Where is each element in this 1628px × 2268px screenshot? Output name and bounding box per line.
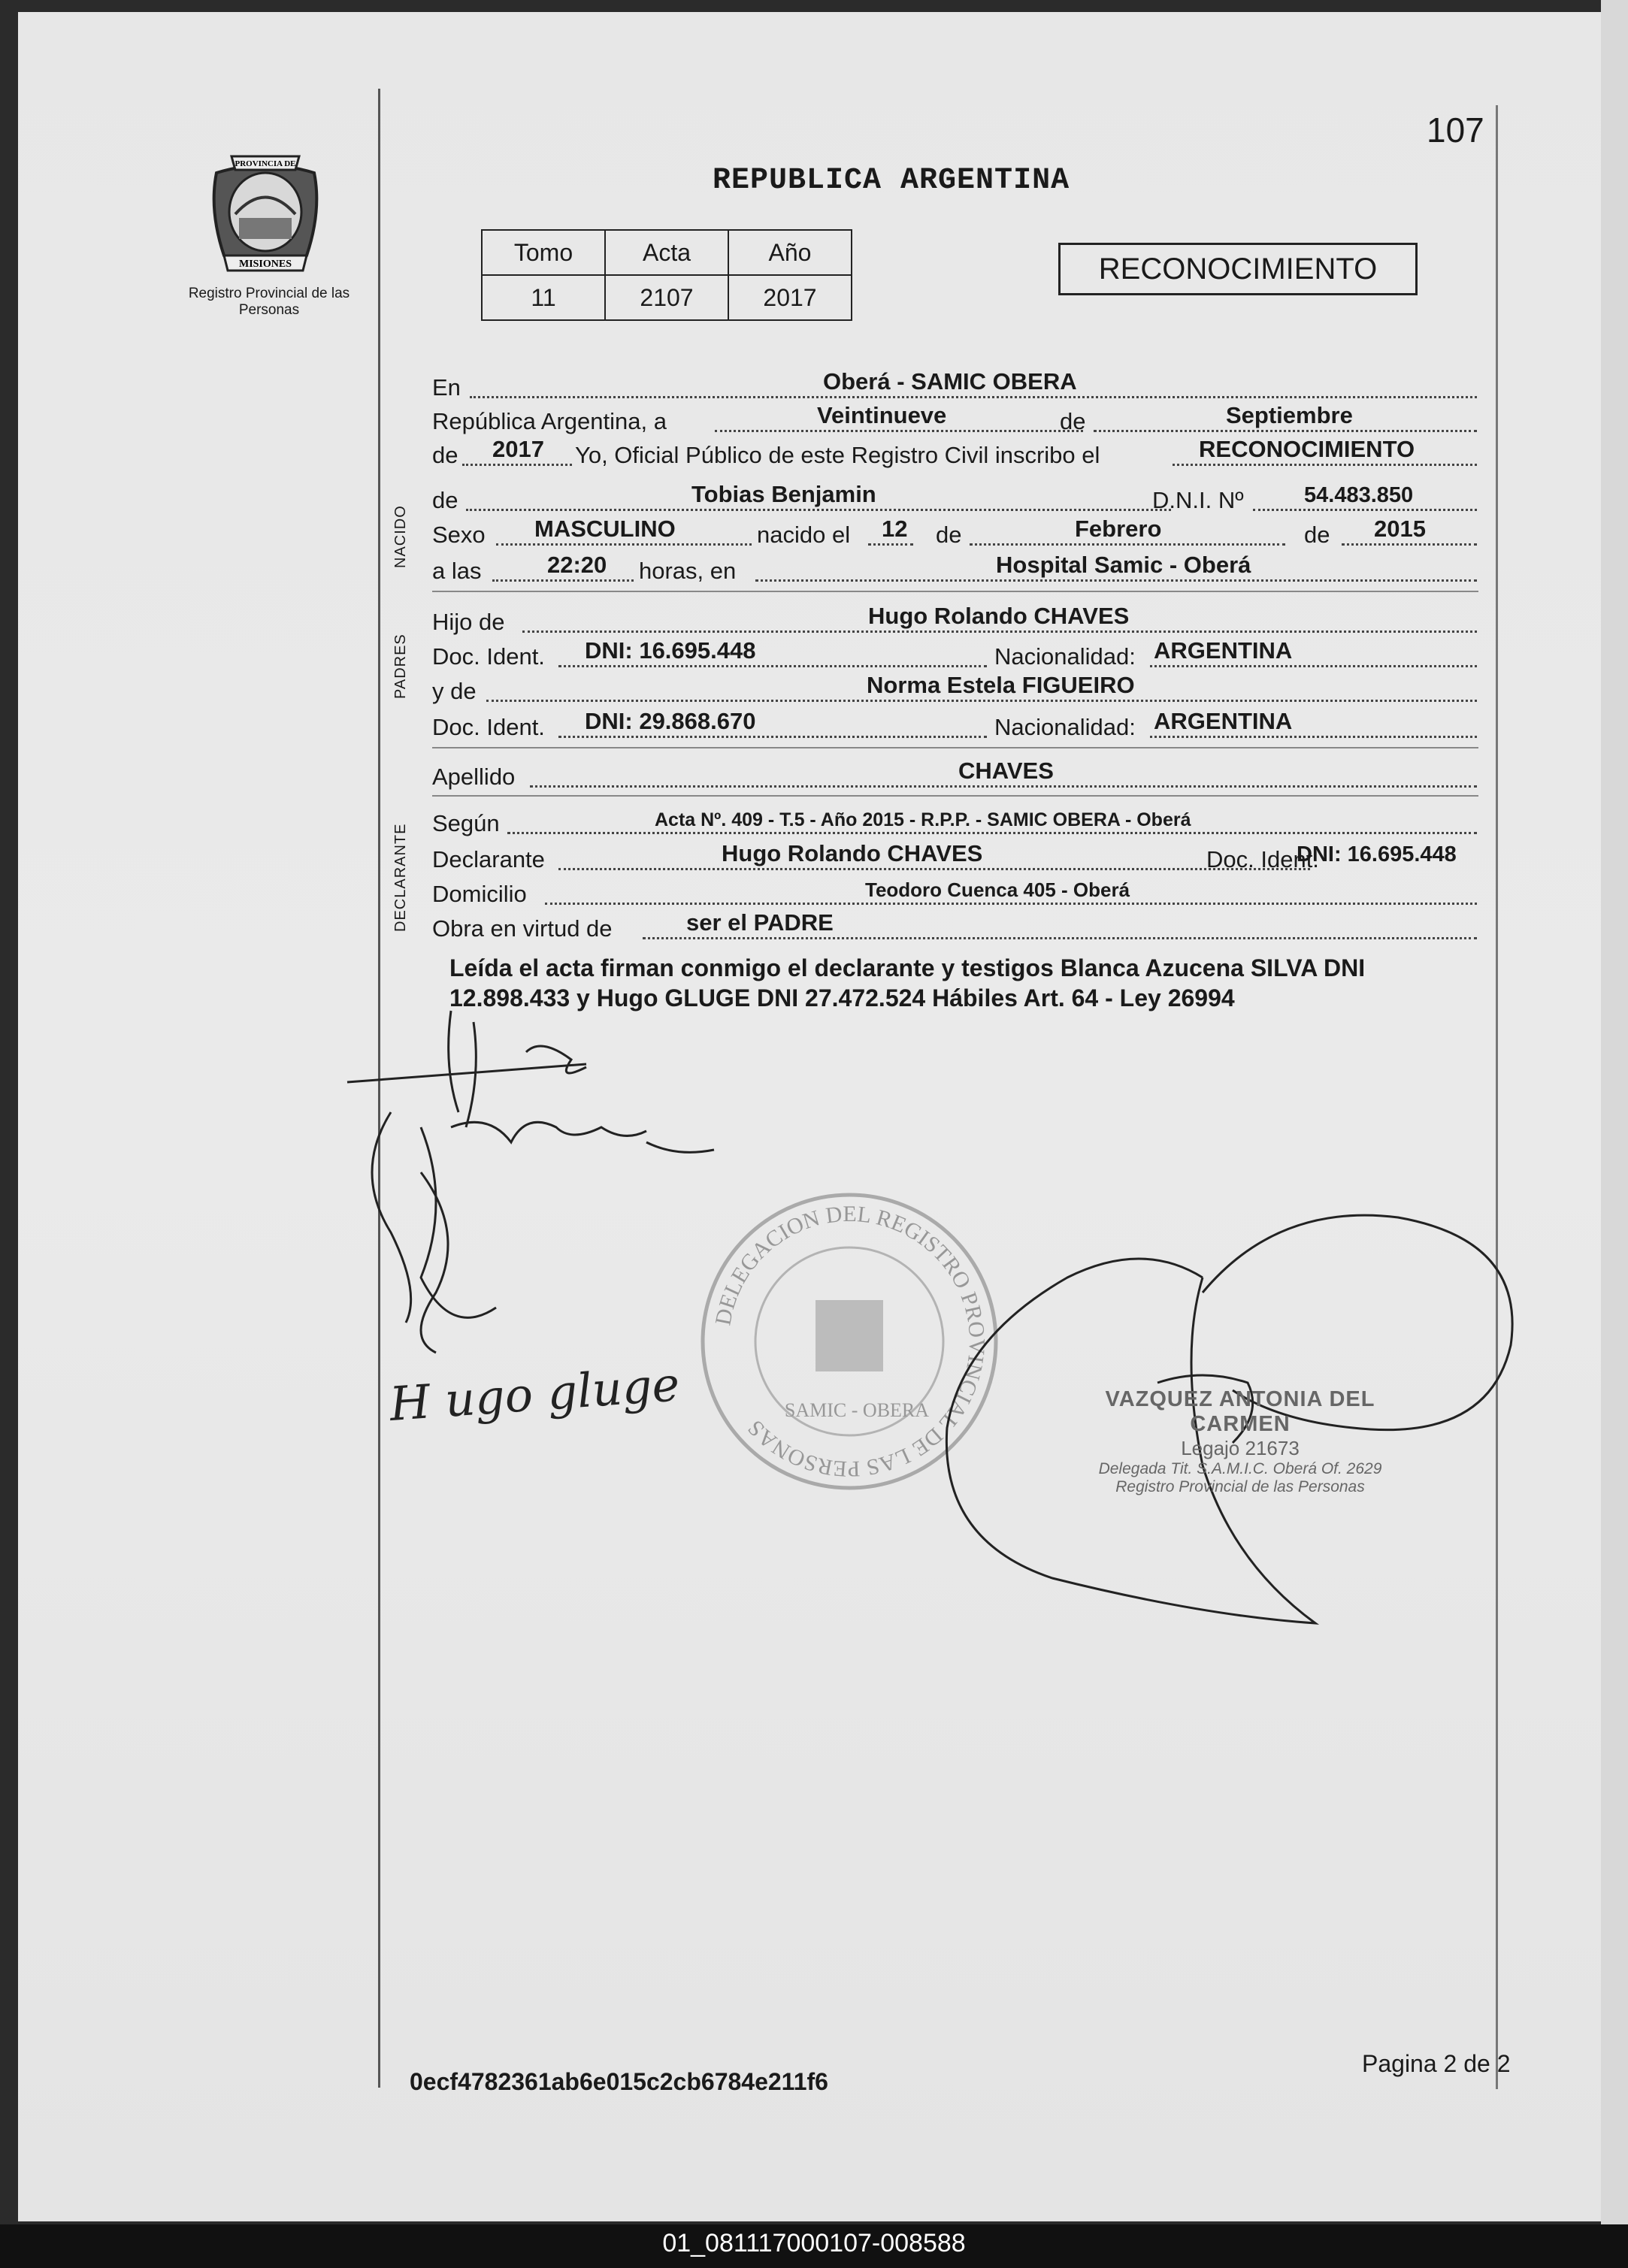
value-inscribo: RECONOCIMIENTO	[1199, 436, 1415, 462]
value-madre-nac: ARGENTINA	[1154, 708, 1293, 734]
witness-handwriting: H ugo gluge	[387, 1356, 682, 1432]
document-hash: 0ecf4782361ab6e015c2cb6784e211f6	[410, 2068, 828, 2095]
footer-id: 01_081117000107-008588	[662, 2229, 966, 2257]
label-obra: Obra en virtud de	[432, 915, 613, 942]
official-seal	[703, 1195, 996, 1488]
official-name: VAZQUEZ ANTONIA DEL CARMEN	[1105, 1387, 1375, 1436]
value-padre-doc: DNI: 16.695.448	[585, 637, 756, 664]
value-nacido-anio: 2015	[1374, 516, 1426, 542]
label-domicilio: Domicilio	[432, 881, 527, 907]
label-nacido-de3: de	[1304, 522, 1330, 548]
value-madre-doc: DNI: 29.868.670	[585, 708, 756, 734]
label-nacido-de: de	[432, 487, 458, 513]
official-line2: Registro Provincial de las Personas	[1115, 1478, 1365, 1495]
value-apellido: CHAVES	[958, 758, 1054, 784]
value-lugar: Hospital Samic - Oberá	[996, 552, 1251, 578]
official-legajo: Legajo 21673	[1181, 1437, 1300, 1459]
value-sexo: MASCULINO	[534, 516, 676, 542]
label-declarante-doc: Doc. Ident.	[1206, 846, 1319, 872]
page-number: 107	[1427, 110, 1484, 150]
value-nacido-dni: 54.483.850	[1304, 483, 1414, 507]
label-sexo: Sexo	[432, 522, 486, 548]
value-anio: 2017	[492, 436, 544, 462]
label-y-de: y de	[432, 678, 477, 704]
label-horas: horas, en	[639, 558, 737, 584]
official-line1: Delegada Tit. S.A.M.I.C. Oberá Of. 2629	[1098, 1460, 1382, 1477]
label-apellido: Apellido	[432, 764, 516, 790]
label-madre-doc: Doc. Ident.	[432, 714, 545, 740]
value-segun: Acta Nº. 409 - T.5 - Año 2015 - R.P.P. - SAMIC OBERA - Oberá	[655, 809, 1191, 830]
label-padre-nac: Nacionalidad:	[994, 643, 1136, 670]
value-madre: Norma Estela FIGUEIRO	[867, 672, 1135, 698]
logo-bottom-text: MISIONES	[238, 259, 292, 270]
logo-top-text: PROVINCIA DE	[235, 159, 296, 168]
ref-header-acta: Acta	[605, 230, 728, 275]
side-label-padres: PADRES	[392, 634, 409, 699]
official-stamp-text	[1052, 1387, 1428, 1496]
value-declarante: Hugo Rolando CHAVES	[722, 840, 983, 866]
label-declarante: Declarante	[432, 846, 545, 872]
side-label-nacido: NACIDO	[392, 505, 409, 568]
value-domicilio: Teodoro Cuenca 405 - Oberá	[865, 878, 1130, 901]
value-en: Oberá - SAMIC OBERA	[823, 368, 1077, 395]
value-obra: ser el PADRE	[686, 909, 834, 936]
value-padre: Hugo Rolando CHAVES	[868, 603, 1130, 629]
label-madre-nac: Nacionalidad:	[994, 714, 1136, 740]
label-padre-doc: Doc. Ident.	[432, 643, 545, 670]
label-alas: a las	[432, 558, 482, 584]
ref-value-tomo: 11	[482, 275, 605, 320]
logo-caption: Registro Provincial de las Personas	[188, 286, 350, 318]
label-de: de	[1060, 408, 1086, 434]
value-hora: 22:20	[547, 552, 607, 578]
value-mes: Septiembre	[1226, 402, 1353, 428]
label-dni: D.N.I. Nº	[1152, 487, 1244, 513]
label-nacido-de2: de	[936, 522, 962, 548]
value-dia: Veintinueve	[817, 402, 947, 428]
label-nacido-el: nacido el	[757, 522, 851, 548]
page-counter: Pagina 2 de 2	[1362, 2050, 1511, 2077]
side-label-declarante: DECLARANTE	[392, 823, 409, 932]
ref-value-anio: 2017	[728, 275, 852, 320]
label-republica: República Argentina, a	[432, 408, 667, 434]
value-nacido-dia: 12	[882, 516, 908, 542]
value-nacido-mes: Febrero	[1075, 516, 1162, 542]
label-segun: Según	[432, 810, 500, 836]
ref-header-anio: Año	[728, 230, 852, 275]
document-title: REPUBLICA ARGENTINA	[713, 164, 1070, 198]
value-padre-nac: ARGENTINA	[1154, 637, 1293, 664]
label-de2: de	[432, 442, 458, 468]
value-declarante-doc: DNI: 16.695.448	[1297, 842, 1457, 866]
seal-center-text: SAMIC - OBERA	[784, 1399, 930, 1421]
declarant-signature	[347, 1011, 714, 1353]
label-hijo-de: Hijo de	[432, 609, 505, 635]
label-yo: Yo, Oficial Público de este Registro Civil inscribo el	[575, 442, 1100, 468]
ref-header-tomo: Tomo	[482, 230, 605, 275]
closing-note: Leída el acta firman conmigo el declarante y testigos Blanca Azucena SILVA DNI 12.898.433 y Hugo GLUGE DNI 27.472.524 Hábiles Art. 64 - Ley 26994	[449, 954, 1366, 1012]
value-nacido-nombre: Tobias Benjamin	[691, 481, 876, 507]
seal-ring-text: DELEGACION DEL REGISTRO PROVINCIAL DE LAS PERSONAS	[710, 1201, 990, 1482]
label-en: En	[432, 374, 461, 401]
record-type-box: RECONOCIMIENTO	[1058, 243, 1418, 295]
ref-value-acta: 2107	[605, 275, 728, 320]
